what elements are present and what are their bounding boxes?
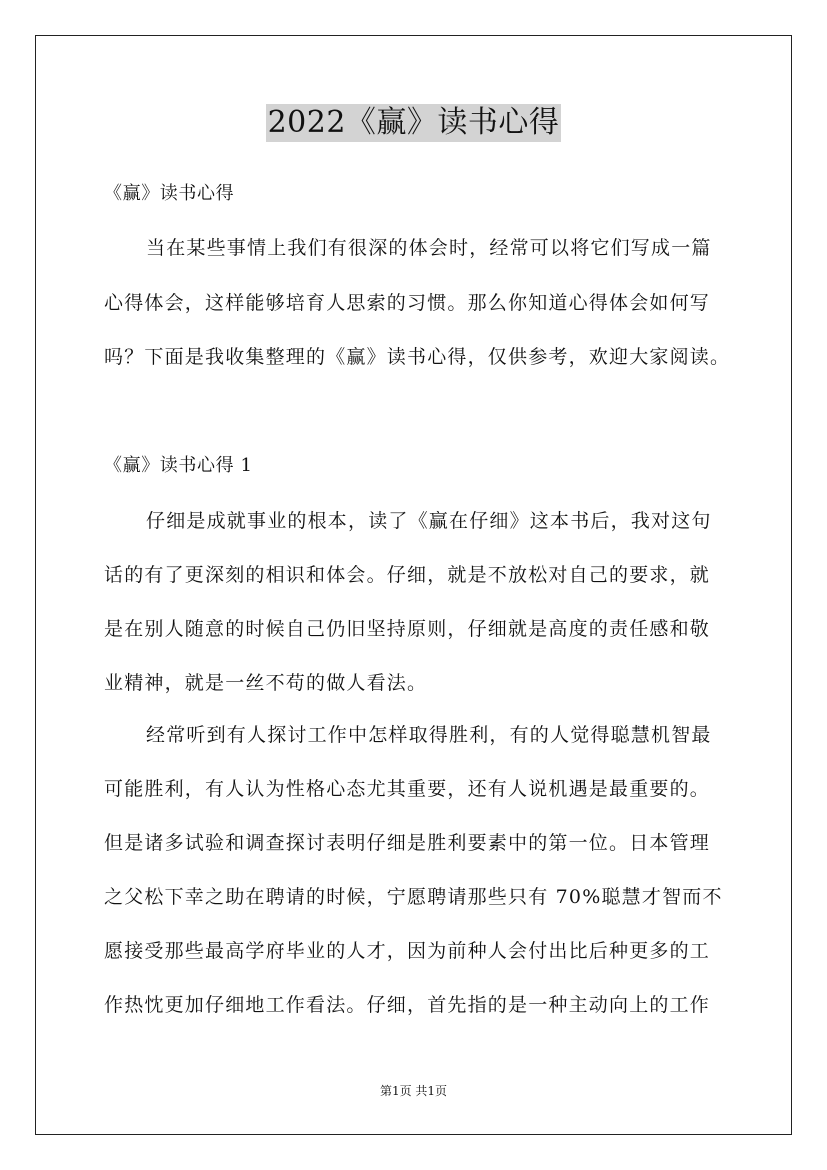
paragraph-line: 仔细是成就事业的根本，读了《赢在仔细》这本书后，我对这句 [146, 510, 712, 532]
section-heading: 《赢》读书心得 1 [104, 455, 253, 476]
document-title: 2022《赢》读书心得 [267, 105, 560, 140]
paragraph-line: 可能胜利，有人认为性格心态尤其重要，还有人说机遇是最重要的。 [104, 778, 711, 800]
paragraph-line: 之父松下幸之助在聘请的时候，宁愿聘请那些只有 70%聪慧才智而不 [104, 886, 723, 908]
section-heading: 《赢》读书心得 [104, 183, 235, 204]
paragraph-line: 当在某些事情上我们有很深的体会时，经常可以将它们写成一篇 [146, 237, 712, 259]
paragraph-line: 心得体会，这样能够培育人思索的习惯。那么你知道心得体会如何写 [104, 292, 711, 314]
paragraph-line: 愿接受那些最高学府毕业的人才，因为前种人会付出比后种更多的工 [104, 940, 711, 962]
paragraph-line: 话的有了更深刻的相识和体会。仔细，就是不放松对自己的要求，就 [104, 564, 711, 586]
paragraph-line: 业精神，就是一丝不苟的做人看法。 [104, 672, 428, 694]
title-container [0, 104, 827, 142]
paragraph-line: 是在别人随意的时候自己仍旧坚持原则，仔细就是高度的责任感和敬 [104, 618, 711, 640]
page-footer: 第1页 共1页 [379, 1084, 448, 1098]
paragraph-line: 作热忱更加仔细地工作看法。仔细，首先指的是一种主动向上的工作 [104, 994, 711, 1016]
paragraph-line: 但是诸多试验和调查探讨表明仔细是胜利要素中的第一位。日本管理 [104, 832, 711, 854]
paragraph-line: 吗？下面是我收集整理的《赢》读书心得，仅供参考，欢迎大家阅读。 [104, 346, 731, 368]
paragraph-line: 经常听到有人探讨工作中怎样取得胜利，有的人觉得聪慧机智最 [146, 724, 712, 746]
